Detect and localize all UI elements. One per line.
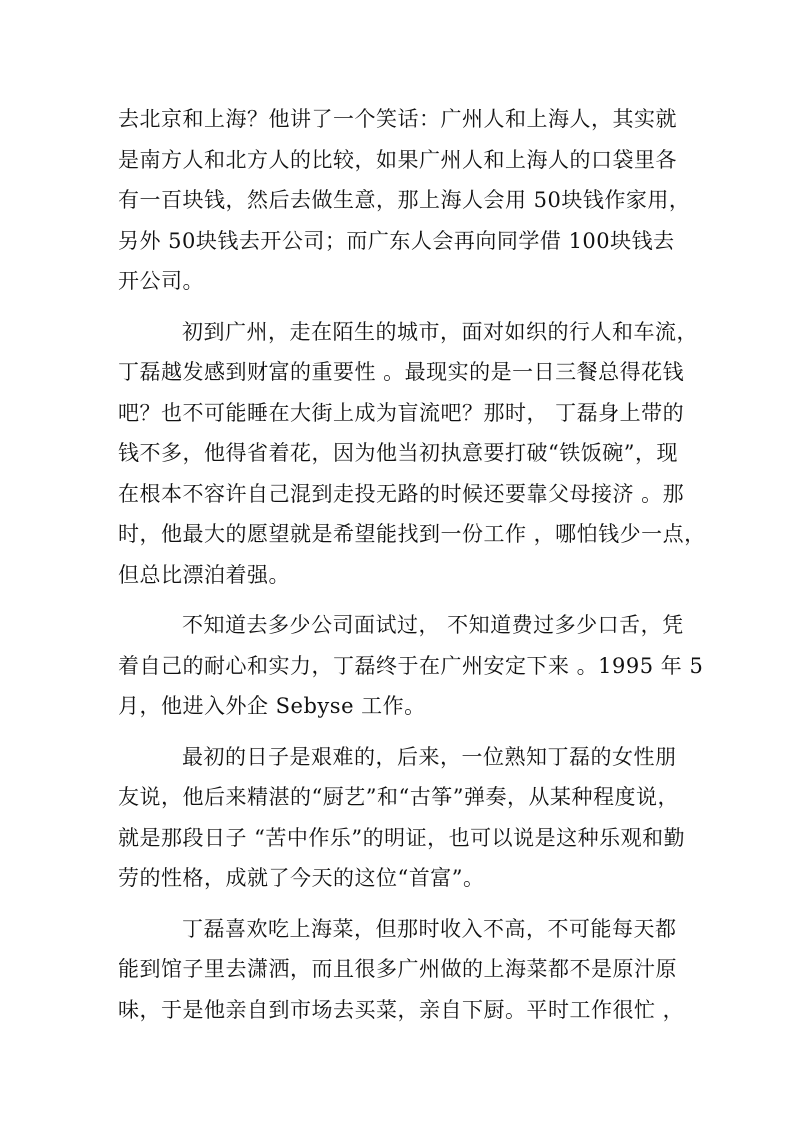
text-line: 钱不多，他得省着花，因为他当初执意要打破“铁饭碗”，现: [118, 441, 678, 465]
text-line: 在根本不容许自己混到走投无路的时候还要靠父母接济 。那: [118, 481, 685, 506]
paragraph-2: [118, 312, 706, 596]
text-line: 着自己的耐心和实力，丁磊终于在广州安定下来 。1995 年 5: [118, 653, 704, 678]
text-line: 丁磊喜欢吃上海菜，但那时收入不高，不可能每天都: [182, 916, 677, 941]
text-line: 吧？也不可能睡在大街上成为盲流吧？那时， 丁磊身上带的: [118, 400, 685, 425]
text-line: 就是那段日子 “苦中作乐”的明证，也可以说是这种乐观和勤: [118, 825, 686, 850]
text-line: 但总比漂泊着强。: [118, 562, 290, 587]
text-line: 丁磊越发感到财富的重要性 。最现实的是一日三餐总得花钱: [118, 360, 685, 384]
paragraph-3: [118, 605, 704, 727]
text-line: 开公司。: [118, 269, 204, 293]
document-body: [118, 99, 706, 1040]
text-line: 另外 50块钱去开公司；而广东人会再向同学借 100块钱去: [118, 228, 675, 253]
text-line: 有一百块钱，然后去做生意，那上海人会用 50块钱作家用，: [118, 188, 691, 212]
text-line: 友说，他后来精湛的“厨艺”和“古筝”弹奏，从某种程度说，: [118, 785, 679, 809]
paragraph-4: [118, 737, 686, 899]
text-line: 劳的性格，成就了今天的这位“首富”。: [118, 866, 485, 890]
text-line: 月，他进入外企 Sebyse 工作。: [118, 694, 426, 718]
text-line: 时，他最大的愿望就是希望能找到一份工作 ，哪怕钱少一点，: [118, 522, 706, 546]
paragraph-1: [118, 99, 691, 302]
text-line: 最初的日子是艰难的，后来，一位熟知丁磊的女性朋: [182, 744, 677, 769]
text-line: 味，于是他亲自到市场去买菜，亲自下厨。平时工作很忙 ，: [118, 997, 685, 1022]
text-line: 不知道去多少公司面试过， 不知道费过多少口舌，凭: [182, 613, 684, 637]
text-line: 能到馆子里去潇洒，而且很多广州做的上海菜都不是原汁原: [118, 957, 677, 981]
text-line: 去北京和上海？他讲了一个笑话：广州人和上海人，其实就: [118, 107, 677, 131]
text-line: 是南方人和北方人的比较，如果广州人和上海人的口袋里各: [118, 147, 677, 172]
paragraph-5: [118, 909, 685, 1031]
text-line: 初到广州，走在陌生的城市，面对如织的行人和车流，: [182, 319, 698, 344]
